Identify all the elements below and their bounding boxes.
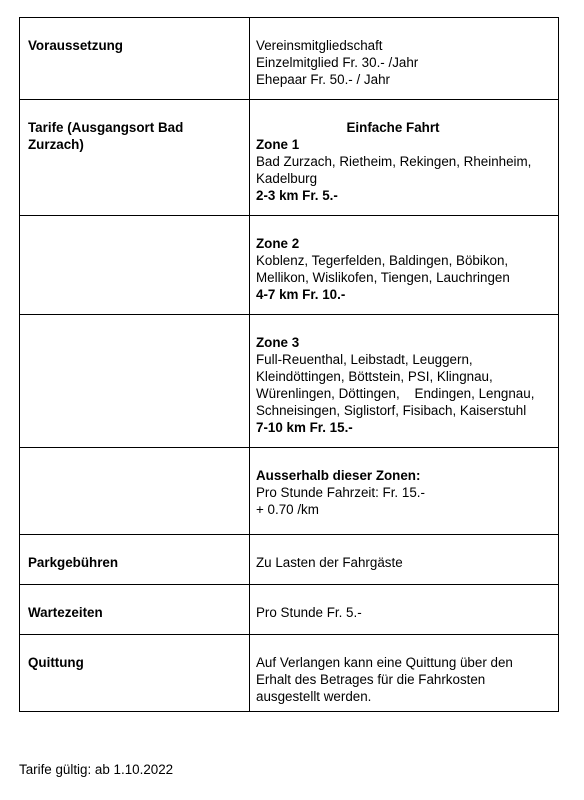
zone-price: 2-3 km Fr. 5.- (256, 188, 338, 203)
table-row (20, 585, 559, 635)
row-value-cell (250, 585, 559, 635)
row-label: Voraussetzung (28, 38, 123, 53)
row-label-cell (20, 315, 250, 448)
table-row (20, 315, 559, 448)
value-line: Auf Verlangen kann eine Quittung über den (256, 655, 513, 670)
zone-price: 7-10 km Fr. 15.- (256, 420, 353, 435)
validity-note: Tarife gültig: ab 1.10.2022 (19, 762, 174, 777)
row-value-cell (250, 18, 559, 100)
table-row (20, 448, 559, 535)
row-value-cell (250, 216, 559, 315)
row-value-cell (250, 100, 559, 216)
value-line: Ehepaar Fr. 50.- / Jahr (256, 72, 390, 87)
zone-places: Kadelburg (256, 171, 318, 186)
zone-price: 4-7 km Fr. 10.- (256, 287, 346, 302)
zone-places: Bad Zurzach, Rietheim, Rekingen, Rheinheim, (256, 154, 532, 169)
zone-places: Schneisingen, Siglistorf, Fisibach, Kaiserstuhl (256, 403, 527, 418)
value-line: ausgestellt werden. (256, 689, 372, 704)
zone-places: Full-Reuenthal, Leibstadt, Leuggern, (256, 352, 473, 367)
row-value-cell (250, 535, 559, 585)
row-label-cell (20, 448, 250, 535)
zone-title: Zone 1 (256, 137, 300, 152)
row-label: Parkgebühren (28, 555, 119, 570)
row-label-cell (20, 216, 250, 315)
zone-places: Koblenz, Tegerfelden, Baldingen, Böbikon, (256, 253, 509, 268)
value-line: + 0.70 /km (256, 502, 319, 517)
table-row (20, 535, 559, 585)
value-line: Zu Lasten der Fahrgäste (256, 555, 403, 570)
value-line: Vereinsmitgliedschaft (256, 38, 383, 53)
zone-title: Ausserhalb dieser Zonen: (256, 468, 421, 483)
row-label-cell (20, 18, 250, 100)
zone-places: Kleindöttingen, Böttstein, PSI, Klingnau, (256, 369, 493, 384)
value-line: Pro Stunde Fahrzeit: Fr. 15.- (256, 485, 425, 500)
table-row (20, 18, 559, 100)
tariff-table (19, 17, 559, 712)
zone-places: Mellikon, Wislikofen, Tiengen, Lauchringen (256, 270, 510, 285)
value-line: Einzelmitglied Fr. 30.- /Jahr (256, 55, 419, 70)
zone-places: Würenlingen, Döttingen, Endingen, Lengnau, (256, 386, 535, 401)
table-row (20, 635, 559, 712)
zone-title: Zone 2 (256, 236, 300, 251)
row-value-cell (250, 635, 559, 712)
row-label: Wartezeiten (28, 605, 103, 620)
row-label-cell (20, 100, 250, 216)
zone-title: Zone 3 (256, 335, 300, 350)
row-label-cell (20, 535, 250, 585)
row-value-cell (250, 315, 559, 448)
section-heading: Einfache Fahrt (346, 120, 440, 135)
value-line: Pro Stunde Fr. 5.- (256, 605, 362, 620)
row-label-cell (20, 635, 250, 712)
row-value-cell (250, 448, 559, 535)
table-row (20, 100, 559, 216)
value-line: Erhalt des Betrages für die Fahrkosten (256, 672, 486, 687)
row-label-cell (20, 585, 250, 635)
row-label: Quittung (28, 655, 84, 670)
row-label: Tarife (Ausgangsort Bad Zurzach) (28, 120, 184, 152)
table-row (20, 216, 559, 315)
